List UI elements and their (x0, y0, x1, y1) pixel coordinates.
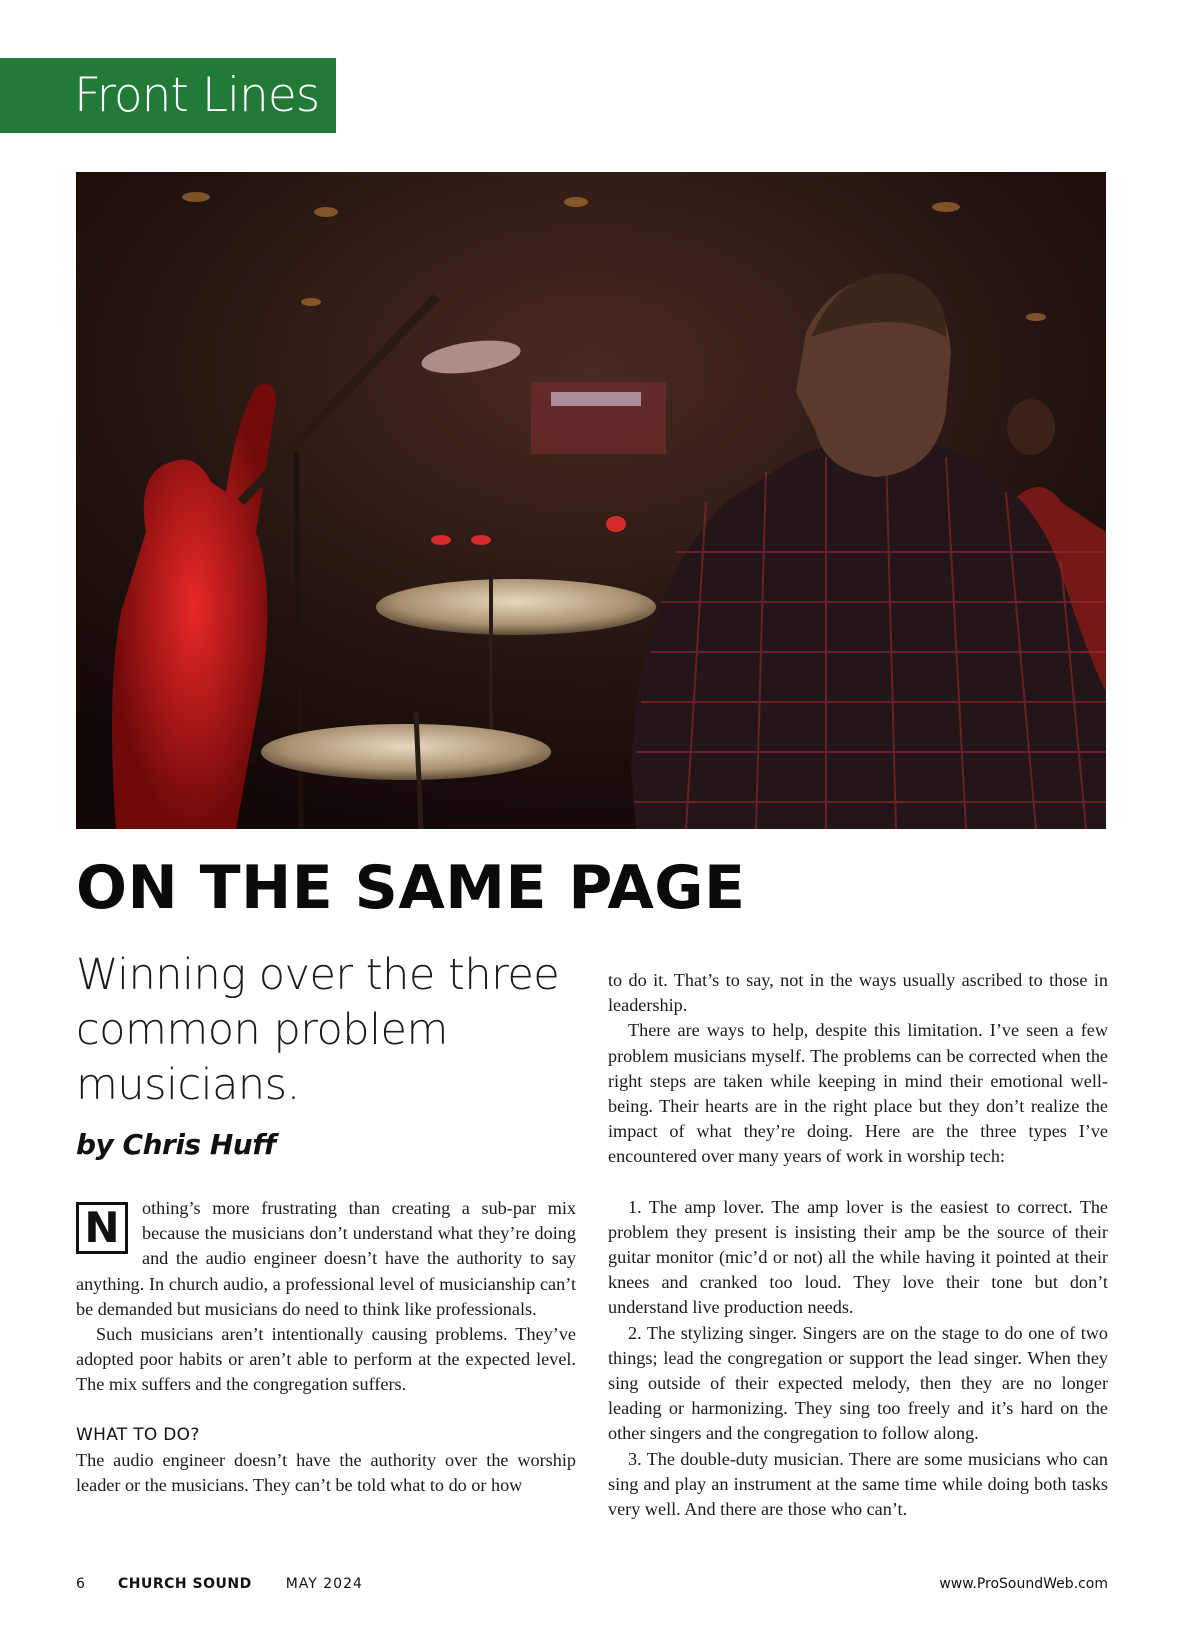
issue-date: MAY 2024 (285, 1576, 363, 1592)
body-paragraph: 1. The amp lover. The amp lover is the easiest to correct. The problem they present is insisting their amp be the source of their guitar monitor (mic’d or not) all the while having it pointed at their knees and cranked too loud. They love their tone but don’t understand live production needs. (608, 1196, 1108, 1318)
deck: Winning over the three common problem musicians. (76, 950, 560, 1110)
body-paragraph: Such musicians aren’t intentionally causing problems. They’ve adopted poor habits or aren’t able to perform at the expected level. The mix suffers and the congregation suffers. (76, 1324, 576, 1395)
section-tab: Front Lines (0, 58, 336, 133)
body-column-right (608, 968, 1108, 1522)
body-paragraph: There are ways to help, despite this limitation. I’ve seen a few problem musicians myself. The problems can be corrected when the right steps are taken while keeping in mind their emotional well-being. Their hearts are in the right place but they don’t realize the impact of what they’re doing. Here are the three types I’ve encountered over many years of work in worship tech: (608, 1020, 1108, 1167)
page-number: 6 (76, 1576, 85, 1592)
body-text: othing’s more frustrating than creating a sub-par mix because the musicians don’t understand what they’re doing and the audio engineer doesn’t have the authority to say anything. In church audio, a professional level of musicianship can’t be demanded but musicians do need to think like professionals. (76, 1198, 576, 1319)
website-url: www.ProSoundWeb.com (939, 1576, 1108, 1592)
drop-cap: N (76, 1202, 128, 1254)
article-photo (76, 172, 1106, 829)
body-paragraph: The audio engineer doesn’t have the authority over the worship leader or the musicians. They can’t be told what to do or how (76, 1449, 576, 1495)
body-column-left (76, 1196, 576, 1498)
page-footer (76, 1576, 1108, 1592)
body-paragraph: to do it. That’s to say, not in the ways usually ascribed to those in leadership. (608, 970, 1108, 1016)
subhead: WHAT TO DO? (76, 1424, 200, 1445)
body-paragraph: 2. The stylizing singer. Singers are on the stage to do one of two things; lead the congregation or support the lead singer. When they sing outside of their expected melody, then they are no longer leading or harmonizing. They sing too freely and it’s hard on the other singers and the congregation to follow along. (608, 1322, 1108, 1444)
headline: ON THE SAME PAGE (76, 853, 746, 923)
byline: by Chris Huff (76, 1128, 276, 1161)
body-paragraph: 3. The double-duty musician. There are some musicians who can sing and play an instrument at the same time while doing both tasks very well. And there are those who can’t. (608, 1448, 1108, 1520)
magazine-name: CHURCH SOUND (118, 1576, 252, 1592)
body-paragraph (76, 1196, 576, 1322)
